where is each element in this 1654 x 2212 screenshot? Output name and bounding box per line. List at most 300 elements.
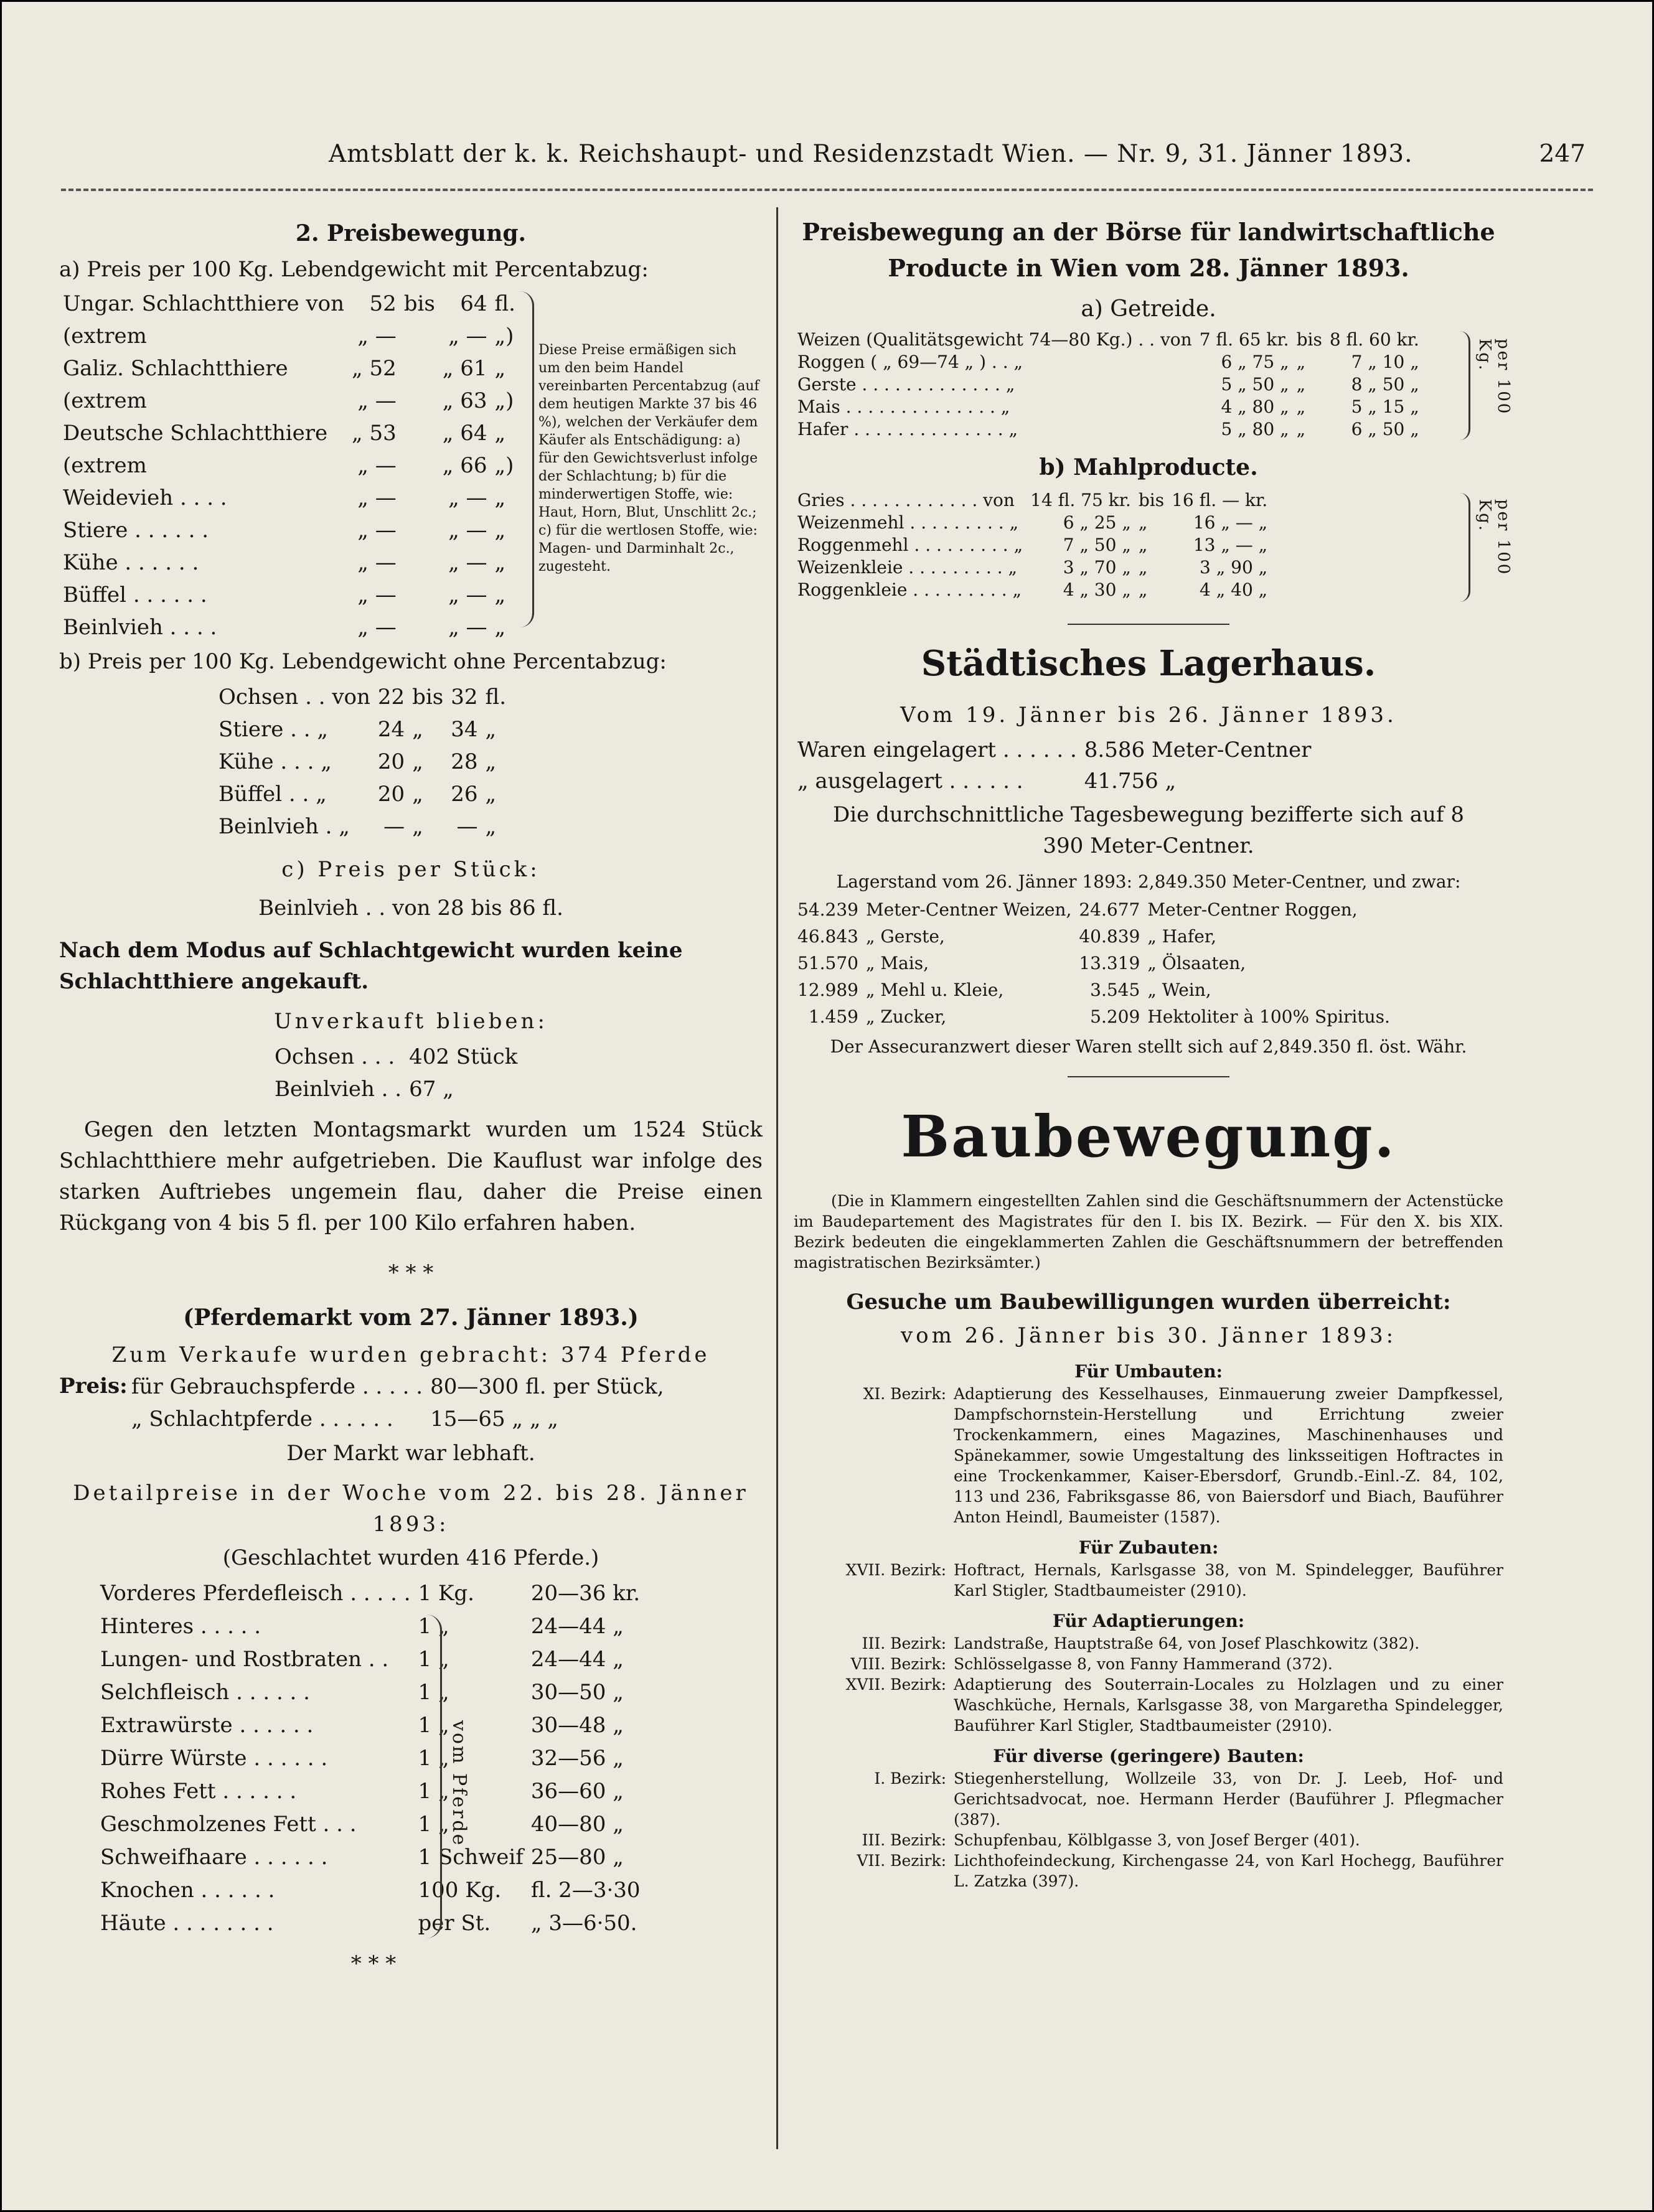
price-b-cell: 20 xyxy=(377,749,405,774)
price-a-cell: „ xyxy=(494,518,506,543)
price-a-cell: „ — xyxy=(448,615,487,640)
price-a-cell: Büffel . . . . . . xyxy=(63,583,207,607)
bau-entry-text: Schlösselgasse 8, von Fanny Hammerand (372). xyxy=(954,1655,1333,1673)
running-title: Amtsblatt der k. k. Reichshaupt- und Residenzstadt Wien. — Nr. 9, 31. Jänner 1893. xyxy=(329,140,1413,168)
mahl-cell: 16 „ — „ xyxy=(1193,512,1268,533)
bau-group-title: Für Zubauten: xyxy=(1078,1537,1219,1558)
detail-cell: 1 „ xyxy=(418,1713,449,1738)
detail-cell: Rohes Fett . . . . . . xyxy=(100,1779,297,1804)
price-a-cell xyxy=(400,579,439,611)
mahl-cell: 14 fl. 75 kr. xyxy=(1030,490,1131,510)
lagerstand-cell: „ Zucker, xyxy=(865,1006,947,1027)
price-b-cell: Stiere . . „ xyxy=(218,717,328,742)
subsection-c-row: Beinlvieh . . von 28 bis 86 fl. xyxy=(258,896,563,921)
mahl-cell: bis xyxy=(1138,490,1165,510)
getreide-cell: Gerste . . . . . . . . . . . . . „ xyxy=(797,374,1015,395)
price-a-cell: „ xyxy=(494,615,506,640)
detail-row xyxy=(96,1742,644,1775)
price-a-cell: „ — xyxy=(448,485,487,510)
price-a-cell: „ xyxy=(494,421,506,446)
price-b-cell: Kühe . . . „ xyxy=(218,749,332,774)
lagerstand-row xyxy=(794,923,1394,950)
price-a-row xyxy=(59,320,519,352)
detail-row xyxy=(96,1874,644,1907)
price-a-cell: „ xyxy=(494,485,506,510)
price-b-cell: 24 xyxy=(377,717,405,742)
getreide-row xyxy=(794,418,1423,441)
bau-entry xyxy=(794,1633,1503,1654)
detail-cell: 24—44 „ xyxy=(530,1647,624,1672)
bau-entry-text: Adaptierung des Souterrain-Locales zu Holzlagen und zu einer Waschküche, Hernals, Karlsgasse 38, von Margaretha Spindelegger, Bauführer Karl Stigler, Stadtbaumeister (2910). xyxy=(954,1675,1503,1735)
detail-cell: Geschmolzenes Fett . . . xyxy=(100,1812,357,1837)
price-b-row xyxy=(215,778,510,810)
bau-entry xyxy=(794,1830,1503,1850)
price-a-cell: „ — xyxy=(448,324,487,349)
lager-cell: 8.586 Meter-Centner xyxy=(1084,738,1312,762)
price-table-a-grid xyxy=(59,288,519,644)
baubewegung-intro: (Die in Klammern eingestellten Zahlen sind die Geschäftsnummern der Actenstücke im Baudepartement des Magistrates für den I. bis IX. Bezirk. — Für den X. bis XIX. Bezirk bedeuten die eingeklammerten Zahlen die Geschäftsnummern der betreffenden magistratischen Bezirksämter.) xyxy=(794,1192,1503,1272)
mahl-row xyxy=(794,512,1271,534)
detail-cell: 24—44 „ xyxy=(530,1614,624,1639)
detail-cell: Lungen- und Rostbraten . . xyxy=(100,1647,389,1672)
price-a-cell xyxy=(400,546,439,579)
price-b-row xyxy=(215,746,510,778)
price-a-row xyxy=(59,579,519,611)
lager-row xyxy=(794,766,1315,797)
bau-groups xyxy=(794,1360,1503,1891)
pferde-preis-cell: „ Schlachtpferde . . . . . . xyxy=(131,1407,393,1432)
bau-entry-text: Lichthofeindeckung, Kirchengasse 24, von Karl Hochegg, Bauführer L. Zatzka (397). xyxy=(954,1852,1503,1890)
detail-cell: 36—60 „ xyxy=(530,1779,624,1804)
getreide-row xyxy=(794,373,1423,396)
price-b-cell: „ xyxy=(412,749,423,774)
price-a-cell: „ — xyxy=(357,518,397,543)
lagerstand-cell: 1.459 xyxy=(808,1006,858,1027)
price-b-cell: Ochsen . . von xyxy=(218,685,370,710)
price-a-cell: „ — xyxy=(448,550,487,575)
price-b-cell: „ xyxy=(412,717,423,742)
bau-entry-text: Schupfenbau, Kölblgasse 3, von Josef Berger (401). xyxy=(954,1831,1360,1849)
price-b-cell: bis xyxy=(412,685,444,710)
price-table-b xyxy=(215,681,510,843)
subsection-a-title: a) Preis per 100 Kg. Lebendgewicht mit Percentabzug: xyxy=(59,257,649,282)
column-separator xyxy=(776,207,778,2149)
brace xyxy=(426,1614,442,1938)
header-rule xyxy=(61,189,1593,191)
price-a-cell: „ 64 xyxy=(442,421,487,446)
price-a-row xyxy=(59,288,519,320)
price-a-cell: „ — xyxy=(357,615,397,640)
separator-stars-end: * * * xyxy=(350,1951,397,1976)
getreide-cell: Mais . . . . . . . . . . . . . . „ xyxy=(797,396,1010,417)
price-a-cell: „ — xyxy=(357,388,397,413)
detail-cell: „ 3—6·50. xyxy=(530,1911,637,1936)
price-a-cell: „ 53 xyxy=(352,421,397,446)
getreide-cell: „ xyxy=(1296,396,1306,417)
boerse-title: Preisbewegung an der Börse für landwirtschaftliche Producte in Wien vom 28. Jänner 1893. xyxy=(802,218,1495,282)
lagerstand-row xyxy=(794,950,1394,977)
getreide-cell: 7 fl. 65 kr. xyxy=(1199,329,1289,350)
mahl-row xyxy=(794,579,1271,601)
unverkauft-title: Unverkauft blieben: xyxy=(274,1009,548,1034)
detail-cell: Häute . . . . . . . . xyxy=(100,1911,274,1936)
price-a-cell: (extrem xyxy=(63,324,147,349)
price-a-row xyxy=(59,546,519,579)
price-b-cell: Büffel . . „ xyxy=(218,782,327,807)
detail-side-label: vom Pferde xyxy=(448,1720,470,1847)
getreide-table-grid xyxy=(794,329,1423,441)
price-b-cell: fl. xyxy=(485,685,507,710)
getreide-cell: bis xyxy=(1296,329,1322,350)
section-title: 2. Preisbewegung. xyxy=(295,220,527,246)
price-b-row xyxy=(215,713,510,746)
per-100-kg-label: per 100 Kg. xyxy=(1475,339,1513,416)
gesuche-period: vom 26. Jänner bis 30. Jänner 1893: xyxy=(900,1323,1397,1348)
bau-entry xyxy=(794,1560,1503,1601)
mahl-cell: 13 „ — „ xyxy=(1193,535,1268,555)
detail-cell: 30—50 „ xyxy=(530,1680,624,1705)
lagerstand-row xyxy=(794,977,1394,1003)
price-a-cell: Stiere . . . . . . xyxy=(63,518,209,543)
getreide-cell: Hafer . . . . . . . . . . . . . . „ xyxy=(797,419,1018,439)
mahl-cell: 16 fl. — kr. xyxy=(1172,490,1268,510)
detail-cell: 25—80 „ xyxy=(530,1845,624,1870)
mahl-cell: „ xyxy=(1138,535,1148,555)
lagerstand-cell: 40.839 xyxy=(1079,926,1140,947)
price-a-cell: 52 xyxy=(369,291,397,316)
lagerstand-row xyxy=(794,896,1394,923)
price-a-row xyxy=(59,482,519,514)
price-b-cell: „ xyxy=(412,814,423,839)
lager-cell: „ ausgelagert . . . . . . xyxy=(797,769,1023,794)
price-b-row xyxy=(215,681,510,713)
detail-cell: 1 „ xyxy=(418,1746,449,1771)
price-a-cell: „) xyxy=(494,388,514,413)
price-a-cell: Beinlvieh . . . . xyxy=(63,615,217,640)
price-b-cell: 20 xyxy=(377,782,405,807)
detail-cell: 1 „ xyxy=(418,1680,449,1705)
pferde-preis-table xyxy=(128,1371,668,1435)
price-a-cell xyxy=(400,611,439,644)
getreide-row xyxy=(794,351,1423,373)
price-a-cell: (extrem xyxy=(63,453,147,478)
mahl-cell: 3 „ 70 „ xyxy=(1063,557,1131,578)
mahl-cell: 7 „ 50 „ xyxy=(1063,535,1131,555)
detail-cell: 1 „ xyxy=(418,1779,449,1804)
price-a-cell: (extrem xyxy=(63,388,147,413)
brace xyxy=(520,291,534,627)
mahl-cell: Weizenmehl . . . . . . . . . „ xyxy=(797,512,1019,533)
price-b-cell: „ xyxy=(485,782,497,807)
detail-row xyxy=(96,1775,644,1808)
pferde-preis-cell: 80—300 fl. per Stück, xyxy=(430,1374,664,1399)
price-a-cell: Deutsche Schlachtthiere xyxy=(63,421,328,446)
gesuche-title: Gesuche um Baubewilligungen wurden überreicht: xyxy=(846,1290,1451,1315)
bau-entry xyxy=(794,1674,1503,1736)
pferdemarkt-title: (Pferdemarkt vom 27. Jänner 1893.) xyxy=(183,1305,639,1331)
lagerstand-cell: „ Hafer, xyxy=(1147,926,1216,947)
rule xyxy=(1068,624,1229,625)
unverkauft-row xyxy=(271,1041,521,1073)
assecuranz: Der Assecuranzwert dieser Waren stellt sich auf 2,849.350 fl. öst. Währ. xyxy=(830,1036,1467,1057)
bau-entry xyxy=(794,1768,1503,1830)
mahl-cell: „ xyxy=(1138,579,1148,600)
unverkauft-cell: Ochsen . . . xyxy=(275,1044,395,1069)
price-a-cell xyxy=(400,385,439,417)
price-a-cell: „ — xyxy=(357,324,397,349)
mahl-cell: Gries . . . . . . . . . . . . von xyxy=(797,490,1015,510)
price-a-cell xyxy=(400,352,439,385)
bau-entry-text: Hoftract, Hernals, Karlsgasse 38, von M. Spindelegger, Bauführer Karl Stigler, Stadtbaumeister (2910). xyxy=(954,1561,1503,1600)
price-a-cell xyxy=(400,482,439,514)
bau-entry-district: VIII. Bezirk: xyxy=(850,1655,946,1673)
lagerstand-cell: „ Wein, xyxy=(1147,980,1211,1000)
getreide-cell: „ xyxy=(1296,419,1306,439)
bau-entry xyxy=(794,1654,1503,1674)
lagerstand: Lagerstand vom 26. Jänner 1893: 2,849.350 Meter-Centner, und zwar: xyxy=(836,871,1461,892)
lagerstand-cell: „ Mehl u. Kleie, xyxy=(865,980,1004,1000)
mahl-cell: „ xyxy=(1138,512,1148,533)
price-b-cell: 28 xyxy=(451,749,478,774)
price-b-cell: 34 xyxy=(451,717,478,742)
lagerstand-cell: 13.319 xyxy=(1079,953,1140,973)
bau-group-title: Für Adaptierungen: xyxy=(1052,1611,1245,1631)
detail-row xyxy=(96,1676,644,1709)
getreide-cell: 5 „ 80 „ xyxy=(1221,419,1289,439)
detail-row xyxy=(96,1841,644,1874)
lagerstand-cell: Meter-Centner Weizen, xyxy=(865,899,1072,920)
pferde-preis-cell: für Gebrauchspferde . . . . . xyxy=(131,1374,423,1399)
price-b-cell: — xyxy=(383,814,405,839)
lagerstand-cell: 12.989 xyxy=(797,980,858,1000)
price-a-cell xyxy=(400,417,439,449)
detail-title: Detailpreise in der Woche vom 22. bis 28. Jänner 1893: xyxy=(73,1481,749,1537)
page-header xyxy=(61,2,1593,168)
pferde-preis-row xyxy=(128,1403,668,1435)
baubewegung-title: Baubewegung. xyxy=(901,1103,1396,1170)
modus-note: Nach dem Modus auf Schlachtgewicht wurden keine Schlachtthiere angekauft. xyxy=(59,938,683,994)
detail-cell: Hinteres . . . . . xyxy=(100,1614,261,1639)
unverkauft-cell: 402 Stück xyxy=(409,1044,518,1069)
price-a-cell: „ 52 xyxy=(352,356,397,381)
lager-cell: 41.756 „ xyxy=(1084,769,1177,794)
mahl-cell: 6 „ 25 „ xyxy=(1063,512,1131,533)
price-b-cell: Beinlvieh . „ xyxy=(218,814,350,839)
price-a-row xyxy=(59,352,519,385)
price-b-cell: 22 xyxy=(377,685,405,710)
price-a-row xyxy=(59,417,519,449)
mahl-row xyxy=(794,556,1271,579)
mahl-row xyxy=(794,534,1271,556)
detail-cell: 20—36 kr. xyxy=(530,1581,641,1606)
price-a-cell xyxy=(400,320,439,352)
lager-cell: Waren eingelagert . . . . . . xyxy=(797,738,1077,762)
lagerhaus-table xyxy=(794,734,1315,797)
unverkauft-table xyxy=(271,1041,521,1105)
detail-cell: 30—48 „ xyxy=(530,1713,624,1738)
bau-entry xyxy=(794,1384,1503,1527)
lagerstand-cell: 5.209 xyxy=(1090,1006,1140,1027)
price-b-cell: 26 xyxy=(451,782,478,807)
lagerstand-cell: Hektoliter à 100% Spiritus. xyxy=(1147,1006,1390,1027)
mahl-row xyxy=(794,489,1271,512)
getreide-cell: Weizen (Qualitätsgewicht 74—80 Kg.) . . von xyxy=(797,329,1192,350)
lagerstand-cell: 3.545 xyxy=(1090,980,1140,1000)
pferde-preis xyxy=(59,1371,763,1435)
getreide-cell: „ xyxy=(1296,352,1306,372)
getreide-cell: 4 „ 80 „ xyxy=(1221,396,1289,417)
separator-stars: * * * xyxy=(388,1260,434,1285)
lager-row xyxy=(794,734,1315,766)
price-b-cell: „ xyxy=(485,749,497,774)
mahl-cell: „ xyxy=(1138,557,1148,578)
detail-cell: fl. 2—3·30 xyxy=(530,1878,641,1903)
price-table-a xyxy=(59,285,763,640)
bau-entry-district: XVII. Bezirk: xyxy=(845,1561,946,1579)
pferde-preis-cell: 15—65 „ „ „ xyxy=(430,1407,558,1432)
getreide-cell: „ xyxy=(1296,374,1306,395)
getreide-cell: 6 „ 75 „ xyxy=(1221,352,1289,372)
price-a-cell: „) xyxy=(494,453,514,478)
detail-cell: 1 Kg. xyxy=(418,1581,474,1606)
detail-row xyxy=(96,1643,644,1676)
price-a-cell: „ xyxy=(494,583,506,607)
lagerstand-table xyxy=(794,896,1394,1030)
detail-cell: 1 „ xyxy=(418,1812,449,1837)
price-a-cell: „ — xyxy=(448,518,487,543)
right-column xyxy=(794,210,1513,1891)
detail-cell: Extrawürste . . . . . . xyxy=(100,1713,314,1738)
getreide-row xyxy=(794,329,1423,351)
price-b-cell: „ xyxy=(485,717,497,742)
bau-group-title: Für diverse (geringere) Bauten: xyxy=(993,1746,1304,1766)
detail-row xyxy=(96,1907,644,1940)
mahl-cell: 4 „ 40 „ xyxy=(1200,579,1268,600)
price-b-cell: — xyxy=(456,814,478,839)
detail-table xyxy=(59,1577,763,1944)
unverkauft-cell: Beinlvieh . . xyxy=(275,1077,402,1102)
mahl-cell: Weizenkleie . . . . . . . . . „ xyxy=(797,557,1018,578)
price-a-cell: Galiz. Schlachtthiere xyxy=(63,356,288,381)
detail-subtitle: (Geschlachtet wurden 416 Pferde.) xyxy=(222,1545,599,1570)
detail-cell: 1 „ xyxy=(418,1647,449,1672)
detail-cell: Schweifhaare . . . . . . xyxy=(100,1845,328,1870)
getreide-cell: 8 fl. 60 kr. xyxy=(1329,329,1419,350)
getreide-cell: 5 „ 50 „ xyxy=(1221,374,1289,395)
price-a-row xyxy=(59,514,519,546)
detail-cell: 40—80 „ xyxy=(530,1812,624,1837)
detail-cell: Knochen . . . . . . xyxy=(100,1878,275,1903)
detail-cell: Vorderes Pferdefleisch . . . . . xyxy=(100,1581,411,1606)
mahl-title: b) Mahlproducte. xyxy=(1039,454,1258,480)
price-a-row xyxy=(59,449,519,482)
detail-cell: per St. xyxy=(418,1911,491,1936)
price-a-cell: bis xyxy=(403,291,435,316)
detail-row xyxy=(96,1577,644,1610)
lagerstand-cell: „ Ölsaaten, xyxy=(1147,953,1246,973)
detail-cell: Dürre Würste . . . . . . xyxy=(100,1746,328,1771)
mahl-cell: Roggenmehl . . . . . . . . . „ xyxy=(797,535,1023,555)
price-a-cell: fl. xyxy=(494,291,515,316)
lagerstand-row xyxy=(794,1003,1394,1030)
getreide-row xyxy=(794,396,1423,418)
brace xyxy=(1460,331,1470,440)
pferde-verkauf: Zum Verkaufe wurden gebracht: 374 Pferde xyxy=(111,1343,710,1367)
price-a-cell: „ — xyxy=(448,583,487,607)
lagerstand-cell: Meter-Centner Roggen, xyxy=(1147,899,1358,920)
lagerstand-cell: 24.677 xyxy=(1079,899,1140,920)
price-a-row xyxy=(59,385,519,417)
pferde-preis-label: Preis: xyxy=(59,1374,128,1399)
price-a-cell: 64 xyxy=(460,291,487,316)
detail-cell: 32—56 „ xyxy=(530,1746,624,1771)
price-a-cell: „ xyxy=(494,356,506,381)
detail-cell: 100 Kg. xyxy=(418,1878,502,1903)
mahl-cell: 3 „ 90 „ xyxy=(1200,557,1268,578)
price-a-row xyxy=(59,611,519,644)
detail-table-grid xyxy=(96,1577,644,1940)
mahl-cell: 4 „ 30 „ xyxy=(1063,579,1131,600)
price-a-cell: Weidevieh . . . . xyxy=(63,485,227,510)
price-a-cell: Ungar. Schlachtthiere von xyxy=(63,291,345,316)
detail-row xyxy=(96,1808,644,1841)
mahl-table xyxy=(794,484,1513,609)
rule xyxy=(1068,1076,1229,1077)
bau-entry-district: I. Bezirk: xyxy=(874,1769,946,1788)
price-a-cell: „ — xyxy=(357,583,397,607)
unverkauft-row xyxy=(271,1073,521,1105)
price-a-cell: „ 66 xyxy=(442,453,487,478)
detail-row xyxy=(96,1610,644,1643)
bau-entry-district: III. Bezirk: xyxy=(862,1634,946,1652)
unverkauft-cell: 67 „ xyxy=(409,1077,454,1102)
page-number: 247 xyxy=(1539,140,1586,168)
price-a-cell: „ xyxy=(494,550,506,575)
getreide-cell: 7 „ 10 „ xyxy=(1351,352,1419,372)
price-a-cell: „ — xyxy=(357,453,397,478)
lagerstand-cell: 54.239 xyxy=(797,899,858,920)
left-column xyxy=(59,210,763,1979)
getreide-cell: Roggen ( „ 69—74 „ ) . . „ xyxy=(797,352,1023,372)
subsection-b-title: b) Preis per 100 Kg. Lebendgewicht ohne Percentabzug: xyxy=(59,649,667,674)
lagerstand-cell: 51.570 xyxy=(797,953,858,973)
getreide-cell: 8 „ 50 „ xyxy=(1351,374,1419,395)
getreide-title: a) Getreide. xyxy=(1081,296,1216,322)
lagerhaus-title: Städtisches Lagerhaus. xyxy=(921,643,1376,684)
detail-cell: Selchfleisch . . . . . . xyxy=(100,1680,310,1705)
price-a-cell: „ — xyxy=(357,550,397,575)
price-b-row xyxy=(215,810,510,843)
pferde-preis-row xyxy=(128,1371,668,1403)
getreide-table xyxy=(794,326,1513,444)
price-a-cell: „) xyxy=(494,324,514,349)
price-a-cell xyxy=(400,514,439,546)
brace xyxy=(1460,493,1470,602)
bau-group-title: Für Umbauten: xyxy=(1074,1361,1223,1382)
price-a-cell: „ 61 xyxy=(442,356,487,381)
mahl-table-grid xyxy=(794,489,1271,601)
price-a-cell xyxy=(400,449,439,482)
per-100-kg-label-2: per 100 Kg. xyxy=(1475,499,1513,576)
price-note: Diese Preise ermäßigen sich um den beim Handel vereinbarten Percentabzug (auf dem heutigen Markte 37 bis 46 %), welchen der Verkäufer dem Käufer als Entschädigung: a) für den Gewichtsverlust infolge der Schlachtung; b) für die minderwertigen Stoffe, wie: Haut, Horn, Blut, Unschlitt 2c.; c) für die wertlosen Stoffe, wie: Magen- und Darminhalt 2c., zugesteht. xyxy=(538,342,759,574)
price-b-cell: „ xyxy=(412,782,423,807)
detail-cell: 1 „ xyxy=(418,1614,449,1639)
bau-entry-district: VII. Bezirk: xyxy=(857,1852,946,1870)
lagerhaus-durchschnitt: Die durchschnittliche Tagesbewegung bezifferte sich auf 8 390 Meter-Centner. xyxy=(833,802,1464,858)
bau-entry-text: Stiegenherstellung, Wollzeile 33, von Dr. J. Leeb, Hof- und Gerichtsadvocat, noe. Hermann Herder (Bauführer J. Pflegmacher (387). xyxy=(954,1769,1503,1829)
lagerhaus-period: Vom 19. Jänner bis 26. Jänner 1893. xyxy=(900,703,1397,728)
bau-entry-district: XI. Bezirk: xyxy=(863,1385,946,1403)
